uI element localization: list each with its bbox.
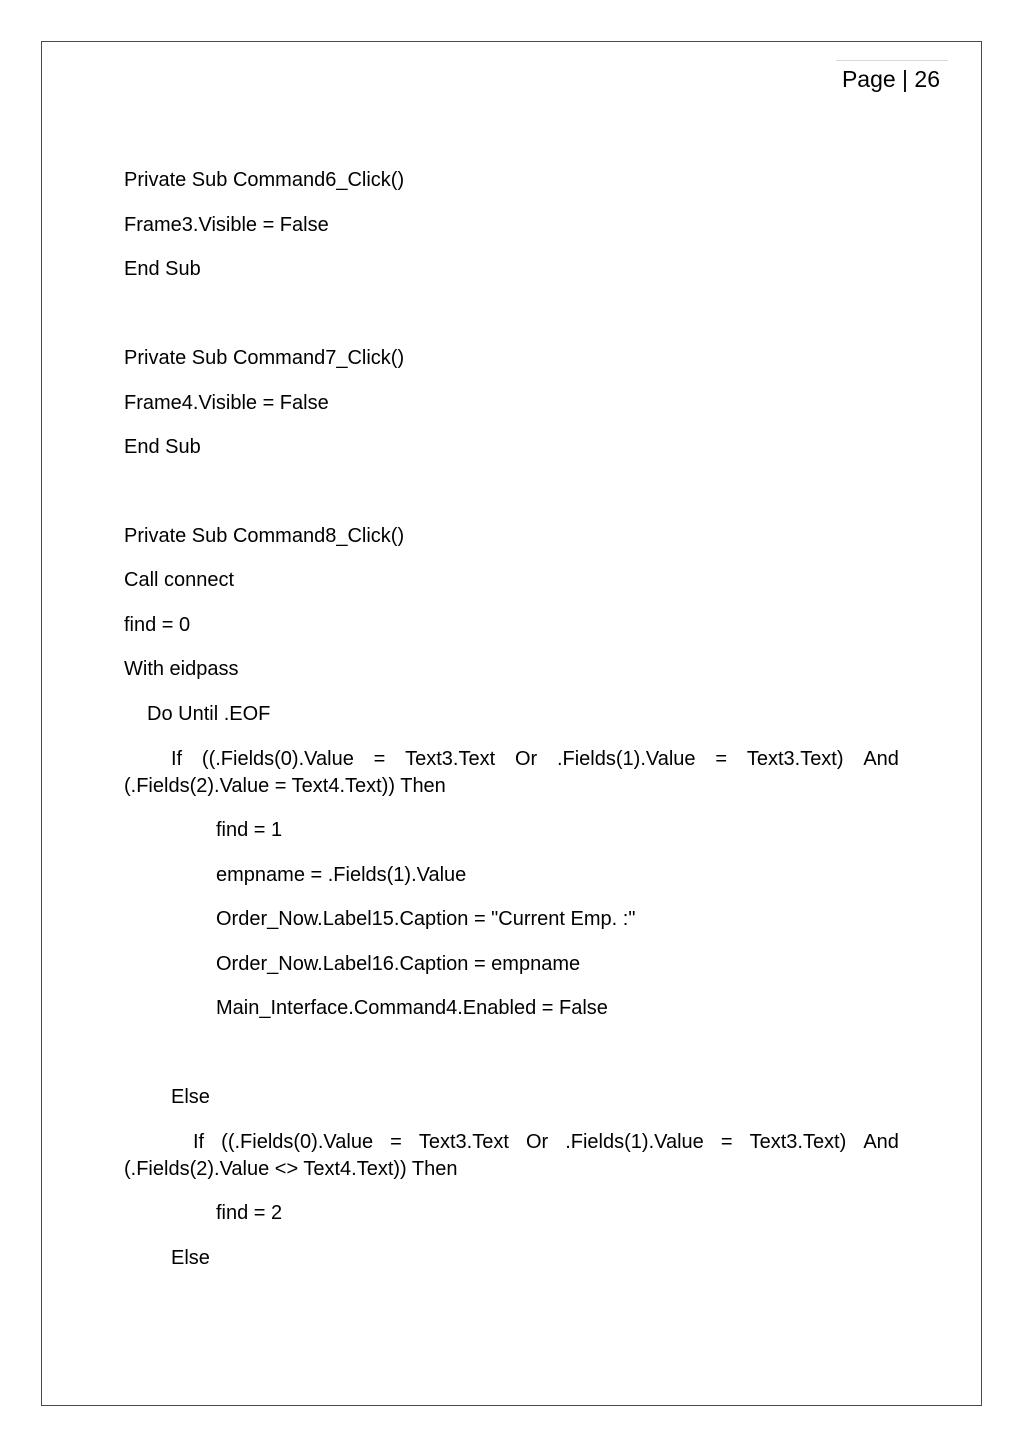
code-line: empname = .Fields(1).Value bbox=[216, 864, 467, 886]
code-token: If bbox=[193, 1131, 205, 1153]
code-line: find = 0 bbox=[124, 614, 191, 636]
code-token: Text3.Text bbox=[418, 1131, 509, 1153]
code-line: End Sub bbox=[124, 258, 201, 280]
code-line: Private Sub Command6_Click() bbox=[124, 169, 405, 191]
code-token: ((.Fields(0).Value bbox=[201, 748, 354, 770]
code-line: With eidpass bbox=[124, 658, 239, 680]
code-token: = bbox=[720, 1131, 733, 1153]
code-token: .Fields(1).Value bbox=[565, 1131, 704, 1153]
code-line: End Sub bbox=[124, 436, 201, 458]
code-line: Frame4.Visible = False bbox=[124, 392, 329, 414]
code-token: And bbox=[863, 748, 899, 770]
code-token: Or bbox=[514, 748, 538, 770]
code-line: (.Fields(2).Value <> Text4.Text)) Then bbox=[124, 1158, 458, 1180]
code-line-justified bbox=[193, 1129, 899, 1156]
code-line: Frame3.Visible = False bbox=[124, 214, 329, 236]
code-token: And bbox=[863, 1131, 899, 1153]
page-number: Page | 26 bbox=[841, 66, 940, 92]
code-token: ((.Fields(0).Value bbox=[221, 1131, 374, 1153]
code-token: = bbox=[390, 1131, 402, 1153]
code-line: (.Fields(2).Value = Text4.Text)) Then bbox=[124, 775, 446, 797]
code-line: Order_Now.Label15.Caption = "Current Emp. :" bbox=[216, 908, 636, 930]
code-line: Call connect bbox=[124, 569, 235, 591]
code-token: Text3.Text bbox=[405, 748, 496, 770]
code-token: Text3.Text) bbox=[749, 1131, 847, 1153]
code-line: Private Sub Command8_Click() bbox=[124, 525, 405, 547]
code-token: Text3.Text) bbox=[746, 748, 844, 770]
code-token: Or bbox=[525, 1131, 549, 1153]
code-token: = bbox=[373, 748, 386, 770]
code-line: Do Until .EOF bbox=[147, 703, 271, 725]
code-token: .Fields(1).Value bbox=[556, 748, 696, 770]
code-line: Else bbox=[171, 1086, 210, 1108]
code-line: Private Sub Command7_Click() bbox=[124, 347, 405, 369]
code-line: find = 1 bbox=[216, 819, 283, 841]
code-line: find = 2 bbox=[216, 1202, 283, 1224]
code-line: Main_Interface.Command4.Enabled = False bbox=[216, 997, 608, 1019]
code-line: Else bbox=[171, 1247, 210, 1269]
code-line: Order_Now.Label16.Caption = empname bbox=[216, 953, 581, 975]
code-token: = bbox=[715, 748, 728, 770]
code-token: If bbox=[171, 748, 183, 770]
code-line-justified bbox=[171, 746, 899, 773]
